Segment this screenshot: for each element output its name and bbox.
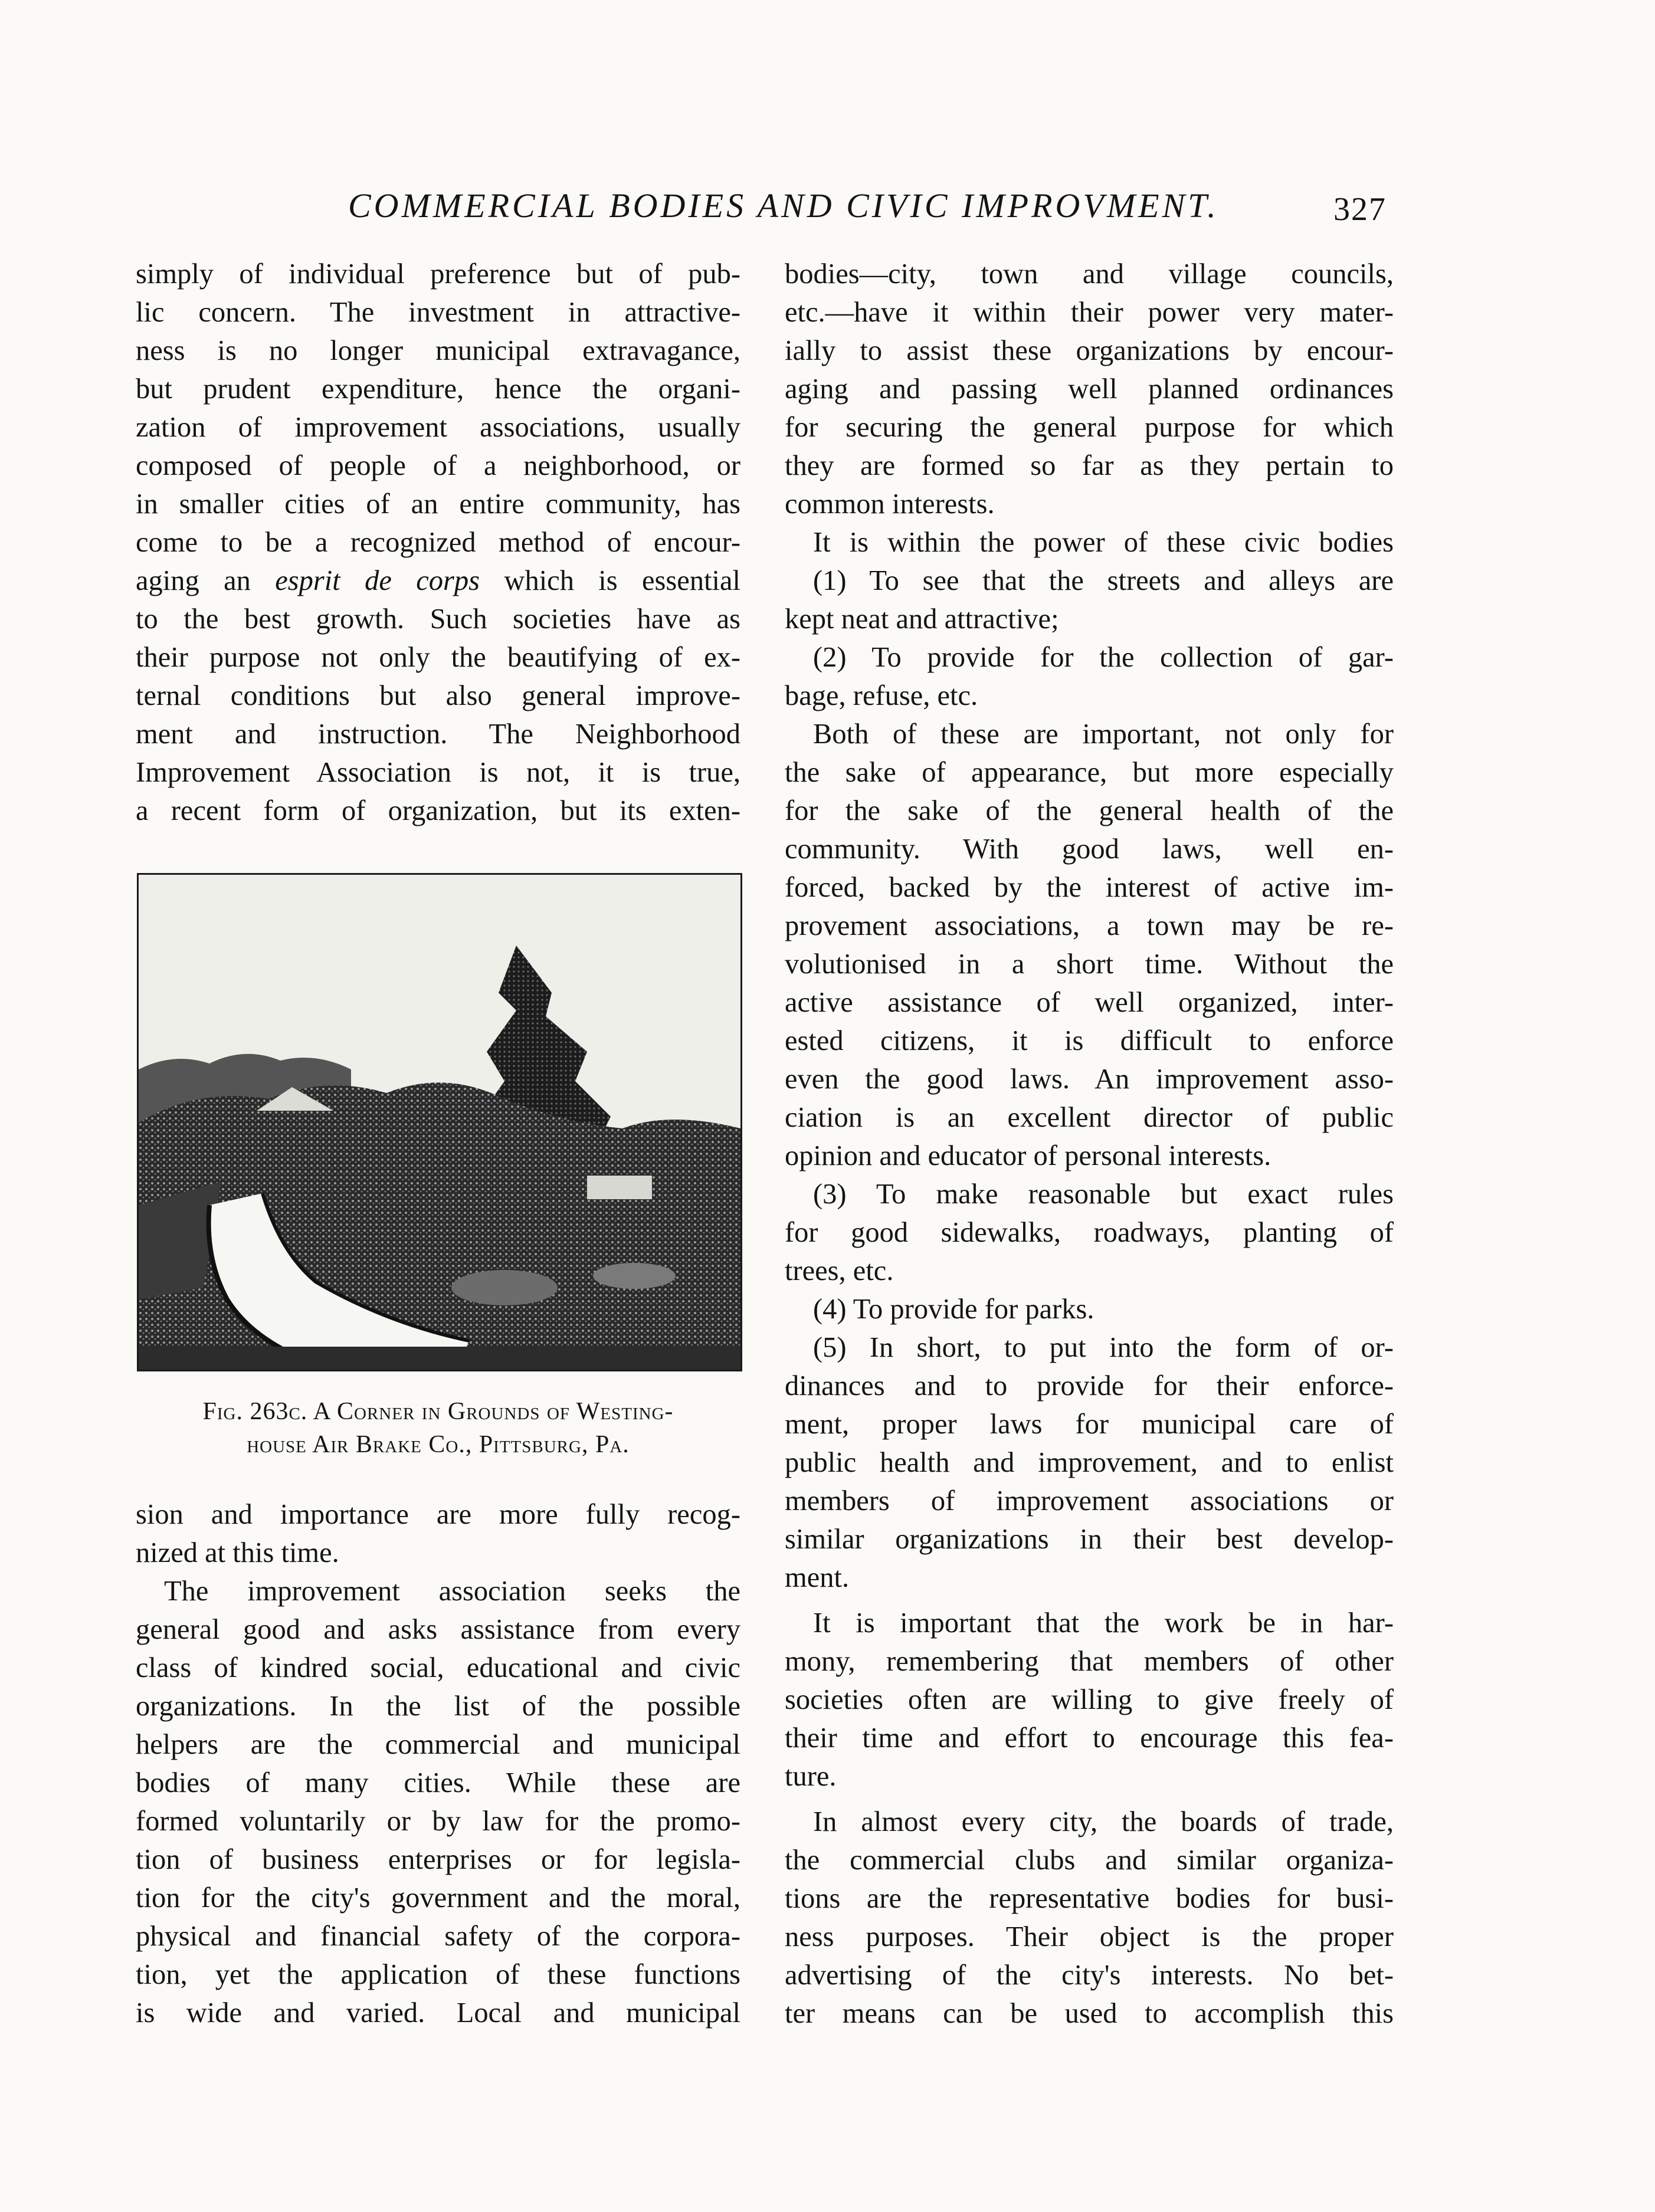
text-line: even the good laws. An improvement asso- (785, 1064, 1394, 1095)
text-line: forced, backed by the interest of active im- (785, 872, 1394, 903)
text-line: community. With good laws, well en- (785, 833, 1394, 865)
text-line: a recent form of organization, but its exten- (136, 795, 740, 826)
text-line: ment, proper laws for municipal care of (785, 1409, 1394, 1440)
text-line: is wide and varied. Local and municipal (136, 1997, 740, 2029)
left-column-top (136, 255, 740, 830)
list-item-5: (5) In short, to put into the form of or- (813, 1332, 1394, 1363)
text-line: ially to assist these organizations by encour- (785, 335, 1394, 366)
text-line: nized at this time. (136, 1537, 339, 1568)
running-head: COMMERCIAL BODIES AND CIVIC IMPROVMENT. (348, 186, 1219, 225)
text-line: helpers are the commercial and municipal (136, 1729, 740, 1760)
text-line: tion for the city's government and the moral, (136, 1882, 740, 1914)
text-line: ter means can be used to accomplish this (785, 1998, 1394, 2029)
text-line: bage, refuse, etc. (785, 680, 978, 711)
text-line: The improvement association seeks the (164, 1576, 740, 1607)
text-line: formed voluntarily or by law for the promo- (136, 1806, 740, 1837)
text-line: they are formed so far as they pertain to (785, 450, 1394, 481)
text-line: provement associations, a town may be re- (785, 910, 1394, 941)
text-line: tion of business enterprises or for legisla- (136, 1844, 740, 1875)
text-line: Both of these are important, not only for (813, 718, 1394, 750)
text-line: In almost every city, the boards of trade, (813, 1806, 1394, 1837)
caption-line: house Air Brake Co., Pittsburg, Pa. (247, 1431, 630, 1458)
text-line: ested citizens, it is difficult to enforce (785, 1025, 1394, 1056)
text-line: the sake of appearance, but more especially (785, 757, 1394, 788)
text-line: opinion and educator of personal interests. (785, 1140, 1271, 1171)
text-line: general good and asks assistance from every (136, 1614, 740, 1645)
photo-westinghouse-grounds (137, 873, 742, 1371)
text-line: for good sidewalks, roadways, planting of (785, 1217, 1394, 1248)
caption-line: Fig. 263c. A Corner in Grounds of Westing- (202, 1398, 674, 1425)
list-item-2: (2) To provide for the collection of gar- (813, 642, 1394, 673)
text-line: common interests. (785, 488, 995, 520)
right-column (785, 255, 1394, 2033)
text-line: ment and instruction. The Neighborhood (136, 718, 740, 750)
text-line: tion, yet the application of these functions (136, 1959, 740, 1990)
text-line: physical and financial safety of the corpora- (136, 1921, 740, 1952)
text-line: lic concern. The investment in attractive- (136, 297, 740, 328)
text-line: bodies—city, town and village councils, (785, 258, 1394, 290)
text-line: ternal conditions but also general improve- (136, 680, 740, 711)
text-line: to the best growth. Such societies have as (136, 603, 740, 635)
text-line: ture. (785, 1761, 837, 1792)
text-line: their purpose not only the beautifying of ex- (136, 642, 740, 673)
text-line: for securing the general purpose for which (785, 412, 1394, 443)
left-column-bottom (136, 1495, 740, 2032)
text-line: public health and improvement, and to enlist (785, 1447, 1394, 1478)
text-line: active assistance of well organized, inter- (785, 987, 1394, 1018)
text-line: sion and importance are more fully recog- (136, 1499, 740, 1530)
text-fragment: which is essential (504, 565, 741, 596)
text-line: bodies of many cities. While these are (136, 1767, 740, 1799)
text-line: etc.—have it within their power very mater- (785, 297, 1394, 328)
text-line: Improvement Association is not, it is true, (136, 757, 740, 788)
text-fragment: aging an (136, 565, 251, 596)
text-line: tions are the representative bodies for busi- (785, 1883, 1394, 1914)
text-line: the commercial clubs and similar organiza- (785, 1845, 1394, 1876)
text-line: ness purposes. Their object is the proper (785, 1921, 1394, 1952)
text-line: mony, remembering that members of other (785, 1646, 1394, 1677)
text-line: come to be a recognized method of encour- (136, 527, 740, 558)
text-line: class of kindred social, educational and civic (136, 1652, 740, 1683)
text-line: simply of individual preference but of pub- (136, 258, 740, 290)
list-item-3: (3) To make reasonable but exact rules (813, 1179, 1394, 1210)
figure (137, 873, 742, 1371)
text-line: ment. (785, 1562, 850, 1593)
page-header (136, 186, 1387, 239)
italic-phrase: esprit de corps (275, 565, 480, 596)
text-line: composed of people of a neighborhood, or (136, 450, 740, 481)
text-line: in smaller cities of an entire community, has (136, 488, 740, 520)
text-line: It is within the power of these civic bodies (813, 527, 1394, 558)
text-line: volutionised in a short time. Without the (785, 949, 1394, 980)
text-line: aging and passing well planned ordinances (785, 373, 1394, 405)
text-line: dinances and to provide for their enforce- (785, 1370, 1394, 1402)
text-line: for the sake of the general health of the (785, 795, 1394, 826)
text-line: trees, etc. (785, 1255, 894, 1286)
text-line: zation of improvement associations, usually (136, 412, 740, 443)
text-line: their time and effort to encourage this fea- (785, 1722, 1394, 1754)
text-line-with-italic (136, 562, 740, 600)
text-line: kept neat and attractive; (785, 603, 1059, 635)
figure-caption (136, 1395, 740, 1461)
text-line: ness is no longer municipal extravagance, (136, 335, 740, 366)
text-line: members of improvement associations or (785, 1485, 1394, 1517)
list-item-1: (1) To see that the streets and alleys are (813, 565, 1394, 596)
text-line: societies often are willing to give freely of (785, 1684, 1394, 1715)
text-line: similar organizations in their best develop- (785, 1524, 1394, 1555)
text-line: organizations. In the list of the possible (136, 1691, 740, 1722)
text-line: It is important that the work be in har- (813, 1607, 1394, 1639)
text-line: advertising of the city's interests. No bet- (785, 1960, 1394, 1991)
text-line: but prudent expenditure, hence the organi- (136, 373, 740, 405)
page-number: 327 (1333, 191, 1387, 228)
text-line: ciation is an excellent director of public (785, 1102, 1394, 1133)
list-item-4: (4) To provide for parks. (813, 1294, 1094, 1325)
